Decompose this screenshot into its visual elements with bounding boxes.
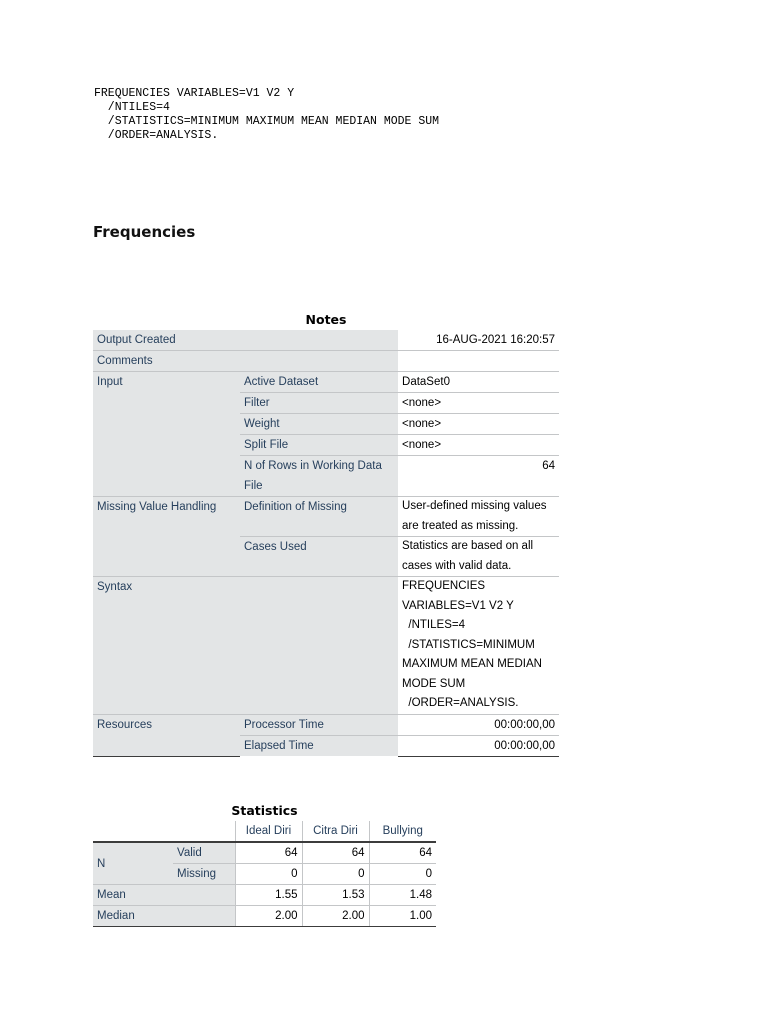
statistics-table-title: Statistics xyxy=(231,803,298,818)
column-header: Citra Diri xyxy=(302,821,369,842)
cell-value: 0 xyxy=(302,864,369,885)
cell-value: 64 xyxy=(369,842,436,864)
syntax-line: /STATISTICS=MINIMUM MAXIMUM MEAN MEDIAN MODE SUM xyxy=(94,115,440,128)
notes-row-processor-time xyxy=(93,714,559,735)
row-value: FREQUENCIES VARIABLES=V1 V2 Y /NTILES=4 /STATISTICS=MINIMUM MAXIMUM MEAN MEDIAN MODE SUM /ORDER=ANALYSIS. xyxy=(398,577,559,715)
cell-value: 2.00 xyxy=(302,906,369,927)
cell-value: 1.00 xyxy=(369,906,436,927)
syntax-block xyxy=(94,87,439,143)
syntax-line: /ORDER=ANALYSIS. xyxy=(94,129,219,142)
section-title: Frequencies xyxy=(93,223,196,241)
statistics-row-mean xyxy=(93,885,436,906)
row-label: Missing Value Handling xyxy=(93,497,240,577)
row-label: Comments xyxy=(93,351,398,372)
row-sublabel: Active Dataset xyxy=(240,372,398,393)
row-value: 00:00:00,00 xyxy=(398,714,559,735)
row-value: User-defined missing values are treated as missing. xyxy=(398,497,559,537)
row-sublabel: Split File xyxy=(240,435,398,456)
row-value xyxy=(398,351,559,372)
notes-row-input xyxy=(93,372,559,393)
statistics-header-row xyxy=(93,821,436,842)
statistics-table xyxy=(93,821,436,927)
statistics-row-n-valid xyxy=(93,842,436,864)
row-label: Resources xyxy=(93,714,240,756)
header-corner xyxy=(93,821,235,842)
cell-value: 1.48 xyxy=(369,885,436,906)
cell-value: 64 xyxy=(235,842,302,864)
notes-row-syntax xyxy=(93,577,559,715)
statistics-row-median xyxy=(93,906,436,927)
row-sublabel: Filter xyxy=(240,393,398,414)
cell-value: 64 xyxy=(302,842,369,864)
notes-row-missing-definition xyxy=(93,497,559,537)
row-value: <none> xyxy=(398,414,559,435)
row-label: N xyxy=(93,842,173,885)
row-sublabel: Cases Used xyxy=(240,537,398,577)
notes-row-output-created xyxy=(93,330,559,351)
column-header: Ideal Diri xyxy=(235,821,302,842)
row-label: Syntax xyxy=(93,577,398,715)
row-label: Median xyxy=(93,906,235,927)
row-value: DataSet0 xyxy=(398,372,559,393)
cell-value: 1.55 xyxy=(235,885,302,906)
notes-row-comments xyxy=(93,351,559,372)
row-sublabel: Weight xyxy=(240,414,398,435)
row-label: Output Created xyxy=(93,330,398,351)
row-value: Statistics are based on all cases with valid data. xyxy=(398,537,559,577)
row-value: 64 xyxy=(398,456,559,497)
syntax-line: /NTILES=4 xyxy=(94,101,170,114)
row-value: <none> xyxy=(398,393,559,414)
row-label: Input xyxy=(93,372,240,497)
row-sublabel: Definition of Missing xyxy=(240,497,398,537)
row-sublabel: Valid xyxy=(173,842,235,864)
row-sublabel: Missing xyxy=(173,864,235,885)
cell-value: 0 xyxy=(235,864,302,885)
row-sublabel: Processor Time xyxy=(240,714,398,735)
cell-value: 1.53 xyxy=(302,885,369,906)
row-value: <none> xyxy=(398,435,559,456)
row-label: Mean xyxy=(93,885,235,906)
notes-table-title: Notes xyxy=(305,312,347,327)
cell-value: 0 xyxy=(369,864,436,885)
row-value: 16-AUG-2021 16:20:57 xyxy=(398,330,559,351)
column-header: Bullying xyxy=(369,821,436,842)
notes-table xyxy=(93,330,559,757)
row-sublabel: Elapsed Time xyxy=(240,735,398,756)
row-value: 00:00:00,00 xyxy=(398,735,559,756)
syntax-line: FREQUENCIES VARIABLES=V1 V2 Y xyxy=(94,87,295,100)
cell-value: 2.00 xyxy=(235,906,302,927)
row-sublabel: N of Rows in Working Data File xyxy=(240,456,398,497)
